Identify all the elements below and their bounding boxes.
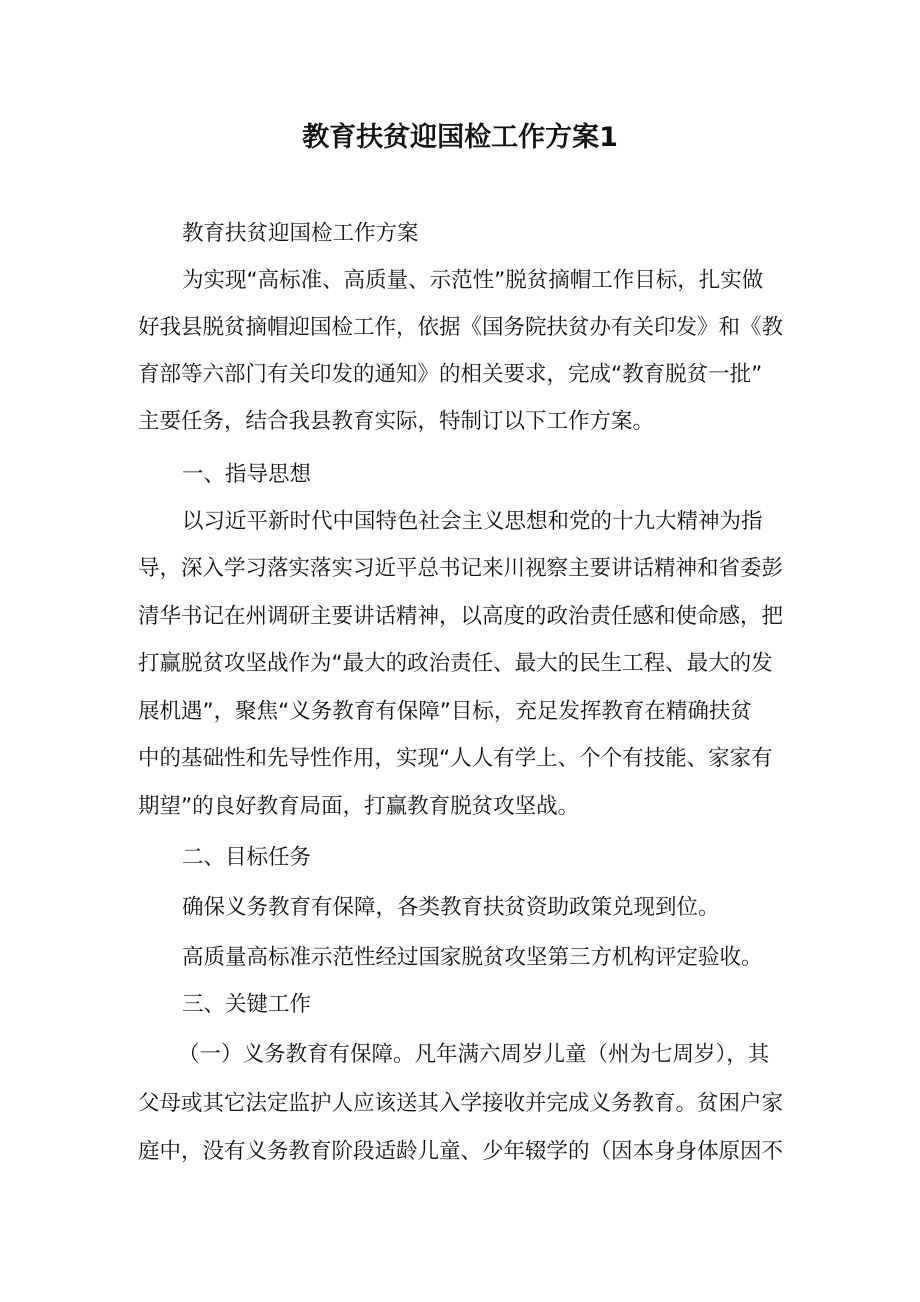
section-heading: 三、关键工作: [182, 992, 312, 1017]
section-heading: 二、目标任务: [182, 845, 312, 870]
paragraph-line: 确保义务教育有保障，各类教育扶贫资助政策兑现到位。: [182, 895, 720, 920]
paragraph-line: 父母或其它法定监护人应该送其入学接收并完成义务教育。贫困户家: [138, 1091, 784, 1116]
paragraph-line: 期望”的良好教育局面，打赢教育脱贫攻坚战。: [138, 794, 580, 819]
paragraph-line: 庭中，没有义务教育阶段适龄儿童、少年辍学的（因本身身体原因不: [138, 1139, 784, 1164]
paragraph-line: 中的基础性和先导性作用，实现“人人有学上、个个有技能、家家有: [138, 746, 773, 771]
paragraph-line: 育部等六部门有关印发的通知》的相关要求，完成“教育脱贫一批”: [138, 362, 763, 387]
section-heading: 一、指导思想: [182, 462, 312, 487]
paragraph-line: 为实现“高标准、高质量、示范性”脱贫摘帽工作目标，扎实做: [182, 268, 764, 293]
paragraph-line: 导，深入学习落实落实习近平总书记来川视察主要讲话精神和省委彭: [138, 556, 784, 581]
paragraph-line: 展机遇”，聚焦“义务教育有保障”目标，充足发挥教育在精确扶贫: [138, 699, 752, 724]
paragraph-line: 清华书记在州调研主要讲话精神，以高度的政治责任感和使命感，把: [138, 604, 784, 629]
subtitle-line: 教育扶贫迎国检工作方案: [182, 221, 419, 246]
paragraph-line: 打赢脱贫攻坚战作为“最大的政治责任、最大的民生工程、最大的发: [138, 651, 773, 676]
paragraph-line: （一）义务教育有保障。凡年满六周岁儿童（州为七周岁），其: [178, 1042, 770, 1067]
paragraph-line: 主要任务，结合我县教育实际，特制订以下工作方案。: [138, 409, 655, 434]
document-title: 教育扶贫迎国检工作方案1: [302, 122, 618, 153]
paragraph-line: 以习近平新时代中国特色社会主义思想和党的十九大精神为指: [182, 509, 763, 534]
paragraph-line: 好我县脱贫摘帽迎国检工作，依据《国务院扶贫办有关印发》和《教: [138, 315, 784, 340]
paragraph-line: 高质量高标准示范性经过国家脱贫攻坚第三方机构评定验收。: [182, 945, 763, 970]
